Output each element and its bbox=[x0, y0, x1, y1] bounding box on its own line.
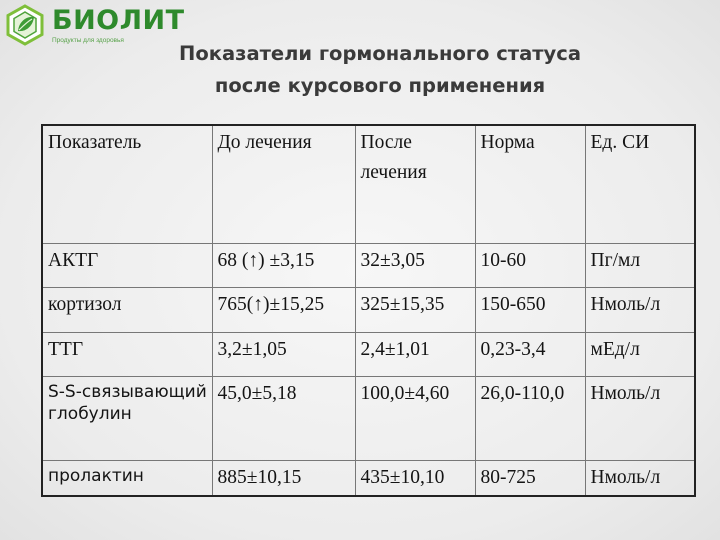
table-row bbox=[42, 376, 695, 460]
row-indicator: кортизол bbox=[42, 287, 212, 332]
row-indicator: S-S-связывающий глобулин bbox=[42, 376, 212, 460]
table-row bbox=[42, 243, 695, 287]
table-row bbox=[42, 332, 695, 376]
row-before: 885±10,15 bbox=[212, 460, 355, 496]
header-si-units: Ед. СИ bbox=[585, 125, 695, 243]
row-after: 32±3,05 bbox=[355, 243, 475, 287]
row-unit: мЕд/л bbox=[585, 332, 695, 376]
hormone-status-table bbox=[41, 124, 696, 497]
table-row bbox=[42, 287, 695, 332]
row-norm: 150-650 bbox=[475, 287, 585, 332]
logo-tagline: Продукты для здоровья bbox=[52, 37, 124, 44]
row-norm: 26,0-110,0 bbox=[475, 376, 585, 460]
slide-title bbox=[90, 38, 670, 102]
row-norm: 0,23-3,4 bbox=[475, 332, 585, 376]
row-before: 765(↑)±15,25 bbox=[212, 287, 355, 332]
row-unit: Нмоль/л bbox=[585, 287, 695, 332]
row-before: 45,0±5,18 bbox=[212, 376, 355, 460]
title-line-1: Показатели гормонального статуса bbox=[179, 42, 581, 65]
row-norm: 80-725 bbox=[475, 460, 585, 496]
logo-wordmark: БИОЛИТ bbox=[52, 5, 185, 36]
row-unit: Нмоль/л bbox=[585, 376, 695, 460]
hexagon-leaf-icon bbox=[4, 4, 46, 46]
row-indicator: ТТГ bbox=[42, 332, 212, 376]
table-header-row bbox=[42, 125, 695, 243]
header-indicator: Показатель bbox=[42, 125, 212, 243]
header-before-treatment: До лечения bbox=[212, 125, 355, 243]
row-indicator: пролактин bbox=[42, 460, 212, 496]
row-before: 68 (↑) ±3,15 bbox=[212, 243, 355, 287]
row-unit: Пг/мл bbox=[585, 243, 695, 287]
header-norm: Норма bbox=[475, 125, 585, 243]
table-row bbox=[42, 460, 695, 496]
row-after: 325±15,35 bbox=[355, 287, 475, 332]
row-after: 100,0±4,60 bbox=[355, 376, 475, 460]
header-after-treatment: После лечения bbox=[355, 125, 475, 243]
title-line-2: после курсового применения bbox=[214, 74, 546, 97]
row-after: 2,4±1,01 bbox=[355, 332, 475, 376]
row-unit: Нмоль/л bbox=[585, 460, 695, 496]
row-norm: 10-60 bbox=[475, 243, 585, 287]
row-indicator: АКТГ bbox=[42, 243, 212, 287]
row-after: 435±10,10 bbox=[355, 460, 475, 496]
row-before: 3,2±1,05 bbox=[212, 332, 355, 376]
